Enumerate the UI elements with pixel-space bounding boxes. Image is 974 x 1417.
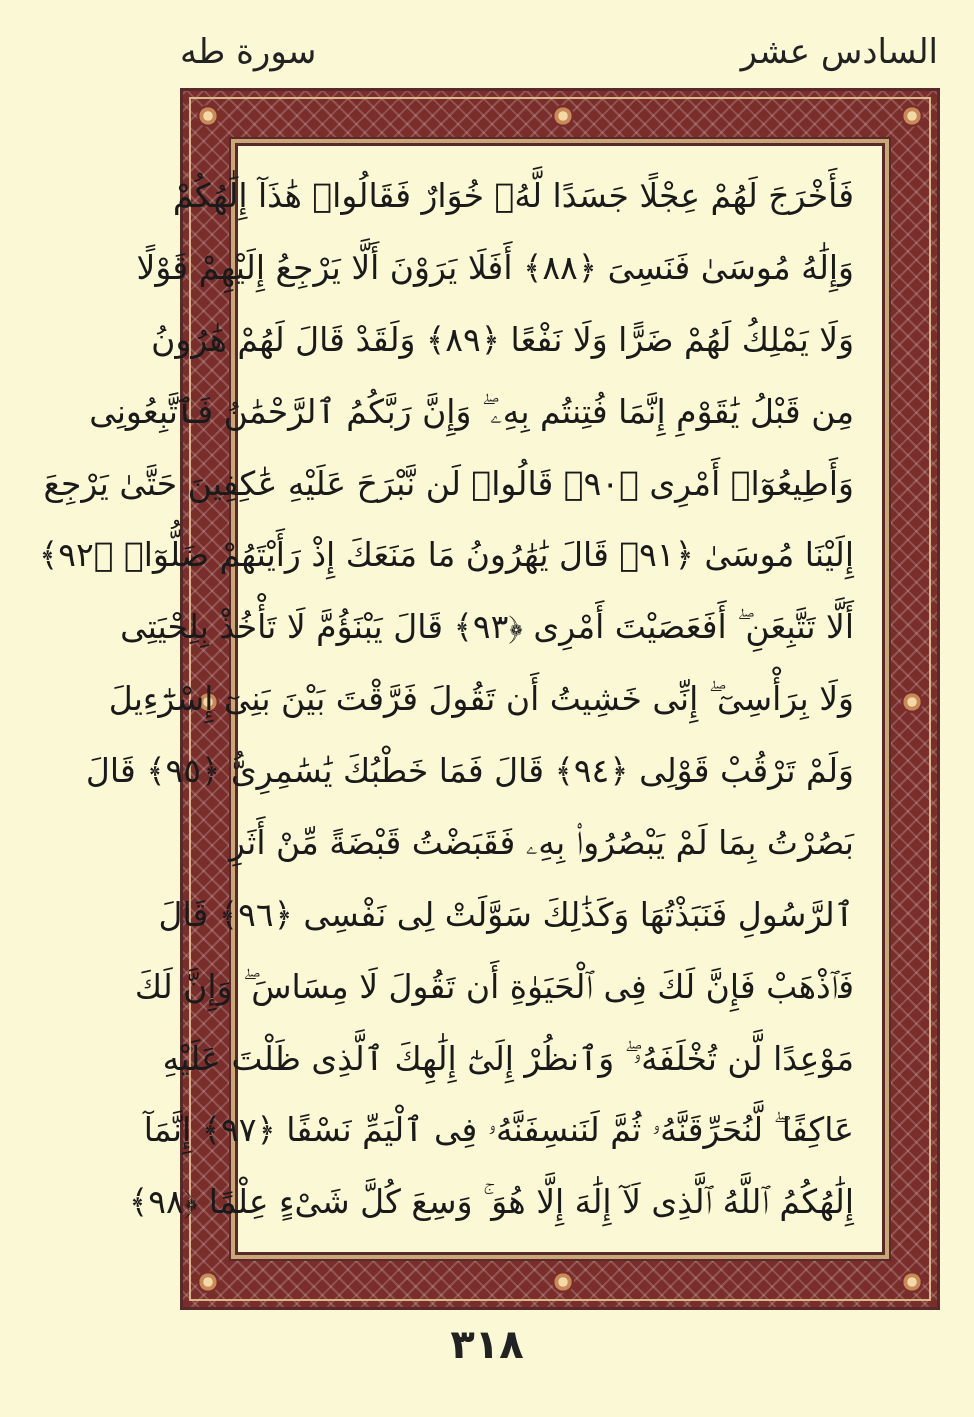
text-panel [38,143,885,1255]
text-line: أَلَّا تَتَّبِعَنِ ۖ أَفَعَصَيْتَ أَمْرِى ﴿٩٣﴾ قَالَ يَبْنَؤُمَّ لَا تَأْخُذْ بِلِحْيَتِى [120,607,854,647]
corner-ornament-icon [197,1271,219,1293]
text-line: فَأَخْرَجَ لَهُمْ عِجْلًا جَسَدًا لَّهُۥ خُوَارٌ فَقَالُوا۟ هَٰذَآ إِلَٰهُكُمْ [172,176,854,215]
text-line: مِن قَبْلُ يَٰقَوْمِ إِنَّمَا فُتِنتُم بِهِۦ ۖ وَإِنَّ رَبَّكُمُ ٱلرَّحْمَٰنُ فَٱتَّبِعُونِى [89,391,854,431]
text-line: فَٱذْهَبْ فَإِنَّ لَكَ فِى ٱلْحَيَوٰةِ أَن تَقُولَ لَا مِسَاسَ ۖ وَإِنَّ لَكَ [134,966,854,1006]
text-line: وَإِلَٰهُ مُوسَىٰ فَنَسِىَ ﴿٨٨﴾ أَفَلَا يَرَوْنَ أَلَّا يَرْجِعُ إِلَيْهِمْ قَوْلًا [136,247,854,287]
corner-ornament-icon [901,105,923,127]
page-header [0,30,974,80]
text-line: مَوْعِدًا لَّن تُخْلَفَهُۥ ۖ وَٱنظُرْ إِلَىٰٓ إِلَٰهِكَ ٱلَّذِى ظَلْتَ عَلَيْهِ [162,1038,854,1078]
text-line: وَأَطِيعُوٓا۟ أَمْرِى ﴿٩٠﴾ قَالُوا۟ لَن نَّبْرَحَ عَلَيْهِ عَٰكِفِينَ حَتَّىٰ يَرْجِعَ [43,463,854,503]
page-number: ٣١٨ [450,1322,524,1368]
text-line: وَلَا بِرَأْسِىٓ ۖ إِنِّى خَشِيتُ أَن تَقُولَ فَرَّقْتَ بَيْنَ بَنِىٓ إِسْرَٰٓءِيلَ [108,679,854,719]
text-line: وَلَا يَمْلِكُ لَهُمْ ضَرًّا وَلَا نَفْعًا ﴿٨٩﴾ وَلَقَدْ قَالَ لَهُمْ هَٰرُونُ [151,319,854,359]
text-line: ٱلرَّسُولِ فَنَبَذْتُهَا وَكَذَٰلِكَ سَوَّلَتْ لِى نَفْسِى ﴿٩٦﴾ قَالَ [158,894,854,934]
text-line: إِلَيْنَا مُوسَىٰ ﴿٩١﴾ قَالَ يَٰهَٰرُونُ مَا مَنَعَكَ إِذْ رَأَيْتَهُمْ ضَلُّوٓا۟ ﴿٩٢﴾ [38,535,854,575]
surah-name: سورة طه [180,32,317,72]
text-line: إِلَٰهُكُمُ ٱللَّهُ ٱلَّذِى لَآ إِلَٰهَ إِلَّا هُوَ ۚ وَسِعَ كُلَّ شَىْءٍ عِلْمًا ﴿٩٨﴾ [128,1182,854,1222]
text-line: عَاكِفًا ۖ لَّنُحَرِّقَنَّهُۥ ثُمَّ لَنَنسِفَنَّهُۥ فِى ٱلْيَمِّ نَسْفًا ﴿٩٧﴾ إِنَّمَآ [143,1110,854,1150]
verse-text-block [38,176,854,1222]
border-ornament-icon [552,105,574,127]
juz-name: السادس عشر [740,32,938,72]
text-line: وَلَمْ تَرْقُبْ قَوْلِى ﴿٩٤﴾ قَالَ فَمَا خَطْبُكَ يَٰسَٰمِرِىُّ ﴿٩٥﴾ قَالَ [85,751,854,790]
corner-ornament-icon [197,105,219,127]
text-line: بَصُرْتُ بِمَا لَمْ يَبْصُرُوا۟ بِهِۦ فَقَبَضْتُ قَبْضَةً مِّنْ أَثَرِ [228,822,854,862]
border-ornament-icon [901,691,923,713]
corner-ornament-icon [901,1271,923,1293]
border-ornament-icon [552,1271,574,1293]
ornamental-frame [38,88,940,1310]
